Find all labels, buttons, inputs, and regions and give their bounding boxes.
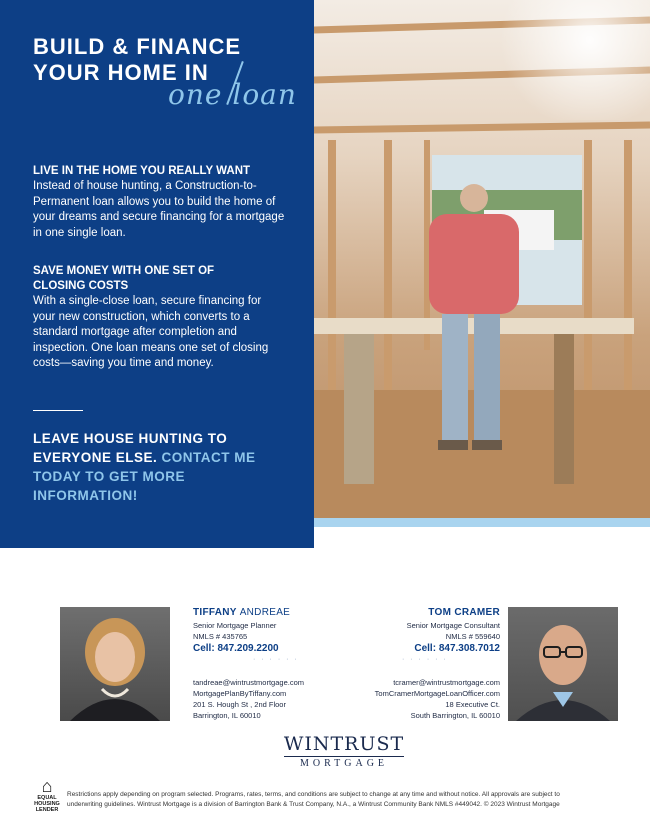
contact-first-name: TOM [428, 607, 452, 618]
portrait-illustration [60, 607, 170, 721]
contact-name [193, 607, 353, 618]
section-body-live: Instead of house hunting, a Construction-to-Permanent loan allows you to build the home of your dreams and secure financing for a mortgage in one single loan. [33, 180, 285, 239]
dot-divider: · · · · · · [253, 656, 299, 663]
headline-line-2: YOUR HOME IN [33, 60, 209, 85]
contact-address-line1: 18 Executive Ct. [445, 700, 500, 709]
logo-wordmark: WINTRUST [283, 733, 405, 755]
contact-address-line2: South Barrington, IL 60010 [410, 711, 500, 720]
headshot-tiffany [60, 607, 170, 721]
section-title-live: LIVE IN THE HOME YOU REALLY WANT [33, 165, 251, 177]
contact-nmls: NMLS # 559640 [445, 632, 500, 641]
cta-plain: LEAVE HOUSE HUNTING TO EVERYONE ELSE. [33, 431, 228, 465]
portrait-illustration [508, 607, 618, 721]
section-title-save: SAVE MONEY WITH ONE SET OF CLOSING COSTS [33, 265, 215, 292]
wintrust-mortgage-logo [280, 733, 408, 769]
contact-card-tiffany [193, 607, 353, 721]
divider-rule [33, 410, 83, 411]
dot-divider: · · · · · · [402, 656, 448, 663]
contact-cell: Cell: 847.308.7012 [414, 643, 500, 654]
ehl-label: EQUAL HOUSING LENDER [34, 795, 60, 813]
contact-name [330, 607, 500, 618]
contact-website[interactable]: TomCramerMortgageLoanOfficer.com [374, 689, 500, 698]
logo-rule [284, 756, 404, 757]
contact-cell: Cell: 847.209.2200 [193, 643, 279, 654]
hero-panel [0, 0, 314, 548]
contact-website[interactable]: MortgagePlanByTiffany.com [193, 689, 287, 698]
contact-email[interactable]: tcramer@wintrustmortgage.com [393, 678, 500, 687]
call-to-action [33, 429, 273, 505]
headshot-tom [508, 607, 618, 721]
equal-housing-lender-badge [34, 777, 60, 813]
contact-title: Senior Mortgage Planner [193, 621, 277, 630]
logo-subtitle: MORTGAGE [299, 758, 389, 769]
headline-line-1: BUILD & FINANCE [33, 34, 242, 59]
cta-highlight: CONTACT ME TODAY TO GET MORE INFORMATION! [33, 450, 256, 503]
house-icon: ⌂ [41, 776, 53, 796]
contact-email[interactable]: tandreae@wintrustmortgage.com [193, 678, 304, 687]
contact-address-line1: 201 S. Hough St , 2nd Floor [193, 700, 286, 709]
contact-title: Senior Mortgage Consultant [406, 621, 500, 630]
contact-first-name: TIFFANY [193, 607, 237, 618]
disclaimer-text: Restrictions apply depending on program selected. Programs, rates, terms, and conditions are subject to change at any time and without notice. All approvals are subject to underwriting guidelines. Wintrust Mortgage is a division of Barrington Bank & Trust Company, N.A., a Wintrust Community Bank NMLS #449042. © 2023 Wintrust Mortgage [67, 791, 560, 808]
contact-card-tom [330, 607, 500, 721]
hero-photo [314, 0, 650, 518]
contact-last-name: ANDREAE [239, 607, 291, 618]
contact-address-line2: Barrington, IL 60010 [193, 711, 261, 720]
section-body-save: With a single-close loan, secure financing for your new construction, which converts to a standard mortgage after completion and inspection. One loan means one set of closing costs—saving you time and money. [33, 295, 269, 369]
contact-last-name: CRAMER [454, 607, 500, 618]
script-tagline: one loan [168, 78, 297, 111]
light-glow [490, 0, 650, 120]
contact-nmls: NMLS # 435765 [193, 632, 248, 641]
photo-accent-strip [314, 518, 650, 527]
